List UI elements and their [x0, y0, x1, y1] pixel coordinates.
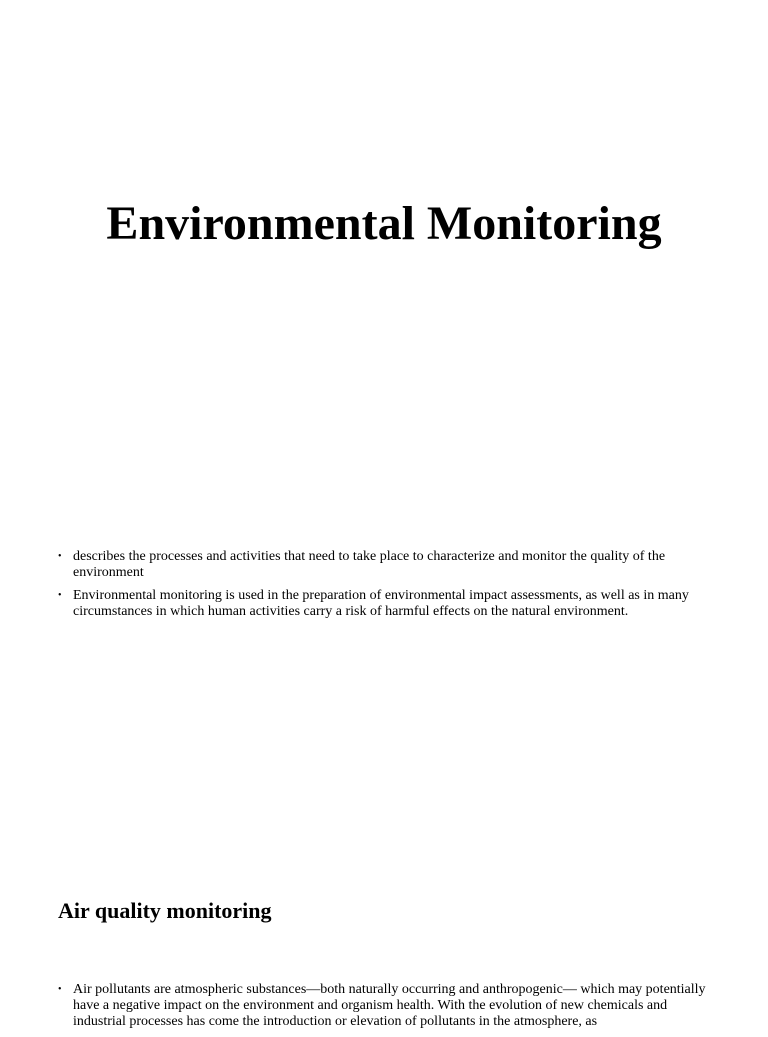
definition-slide	[0, 512, 768, 852]
bullet-text: Environmental monitoring is used in the preparation of environmental impact assessments, as well as in many circumstances in which human activities carry a risk of harmful effects on the natural environment.	[73, 588, 689, 619]
bullet-text: Air pollutants are atmospheric substances—both naturally occurring and anthropogenic— which may potentially have a negative impact on the environment and organism health. With the evolution of new chemicals and industrial processes has come the introduction or elevation of pollutants in the atmosphere, as	[73, 982, 706, 1029]
bullet-icon: •	[58, 551, 62, 562]
bullet-icon: •	[58, 984, 62, 995]
list-item	[58, 982, 718, 1030]
section-heading: Air quality monitoring	[58, 898, 272, 923]
list-item	[58, 549, 718, 581]
bullet-text: describes the processes and activities that need to take place to characterize and monitor the quality of the environment	[73, 549, 666, 580]
title-slide	[0, 0, 768, 512]
page-title: Environmental Monitoring	[106, 197, 662, 251]
air-quality-slide	[0, 852, 768, 1029]
bullet-list	[58, 549, 718, 627]
bullet-list	[58, 982, 718, 1037]
bullet-icon: •	[58, 590, 62, 601]
list-item	[58, 588, 718, 620]
